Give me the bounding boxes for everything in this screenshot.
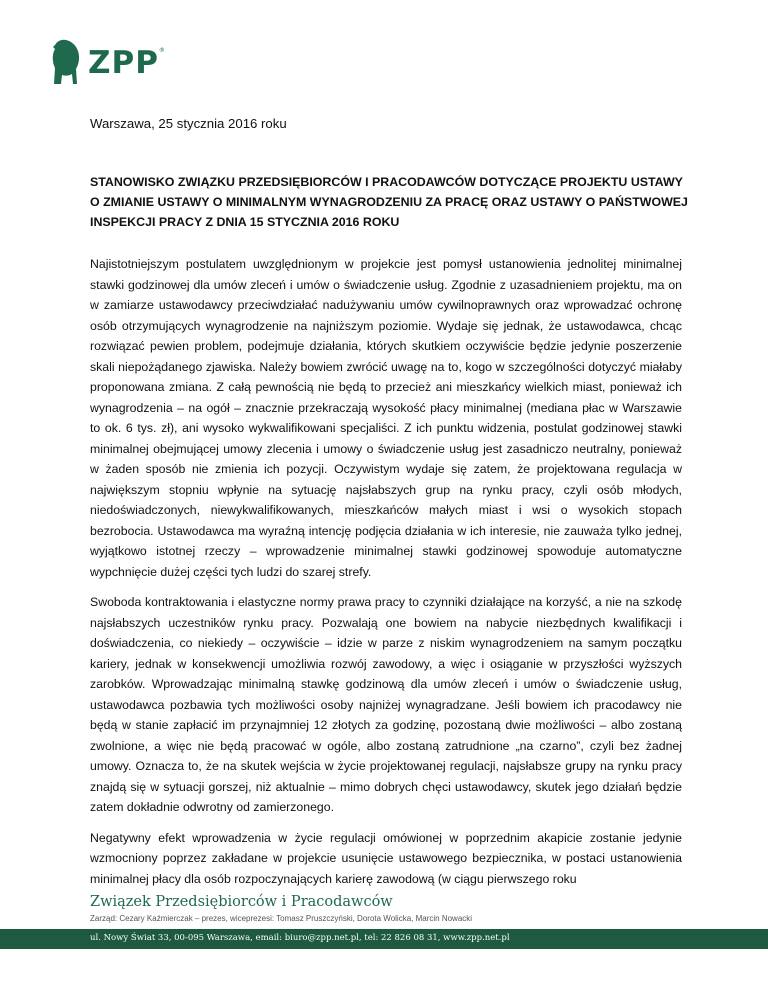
footer-bar bbox=[0, 929, 768, 949]
title-line: INSPEKCJI PRACY Z DNIA 15 STYCZNIA 2016 ROKU bbox=[90, 215, 400, 229]
footer-board: Zarząd: Cezary Kaźmierczak – prezes, wiceprezesi: Tomasz Pruszczyński, Dorota Wolicka, Marcin Nowacki bbox=[90, 914, 473, 923]
footer-contact: ul. Nowy Świat 33, 00-095 Warszawa, email: biuro@zpp.net.pl, tel: 22 826 08 31, www.zpp.net.pl bbox=[90, 933, 510, 943]
zpp-logo bbox=[46, 38, 166, 88]
title-line: STANOWISKO ZWIĄZKU PRZEDSIĘBIORCÓW I PRACODAWCÓW DOTYCZĄCE PROJEKTU USTAWY bbox=[90, 175, 683, 189]
footer-org-name: Związek Przedsiębiorców i Pracodawców bbox=[90, 894, 393, 910]
bear-icon bbox=[46, 38, 82, 88]
logo-text: ZPP ® bbox=[88, 45, 166, 81]
document-body bbox=[90, 254, 682, 899]
paragraph: Swoboda kontraktowania i elastyczne normy prawa pracy to czynniki działające na korzyść, a nie na szkodę najsłabszych uczestników rynku pracy. Pozwalają one bowiem na nabycie niezbędnych kwalifikacji i doświadczenia, co niekiedy – oczywiście – idzie w parze z niskim wynagrodzeniem na samym początku kariery, jednak w konsekwencji umożliwia rozwój zawodowy, a więc i osiąganie w przyszłości wyższych zarobków. Wprowadzając minimalną stawkę godzinową dla umów zleceń i umów o świadczenie usług, ustawodawca pozbawia tych możliwości osoby najniżej wynagradzane. Jeśli bowiem ich pracodawcy nie będą w stanie zapłacić im przynajmniej 12 złotych za godzinę, pozostaną dwie możliwości – albo zostaną zwolnione, a więc nie będą pracować w ogóle, albo zostaną zatrudnione „na czarno”, czyli bez żadnej umowy. Oznacza to, że na skutek wejścia w życie projektowanej regulacji, najsłabsze grupy na rynku pracy znajdą się w sytuacji gorszej, niż aktualnie – mimo dobrych chęci ustawodawcy, skutek jego działań będzie zatem dokładnie odwrotny od zamierzonego. bbox=[90, 595, 682, 814]
paragraph: Negatywny efekt wprowadzenia w życie regulacji omówionej w poprzednim akapicie zostanie jedynie wzmocniony poprzez zakładane w projekcie usunięcie ustawowego bezpiecznika, w postaci ustanowienia minimalnej płacy dla osób rozpoczynających karierę zawodową (w ciągu pierwszego roku bbox=[90, 830, 682, 886]
title-line: O ZMIANIE USTAWY O MINIMALNYM WYNAGRODZENIU ZA PRACĘ ORAZ USTAWY O PAŃSTWOWEJ bbox=[90, 195, 688, 209]
paragraph: Najistotniejszym postulatem uwzględnionym w projekcie jest pomysł ustanowienia jednolitej minimalnej stawki godzinowej dla umów zleceń i umów o świadczenie usług. Zgodnie z uzasadnieniem projektu, ma on w zamiarze ustawodawcy przeciwdziałać nadużywaniu umów cywilnoprawnych oraz wprowadzać ochronę osób otrzymujących wynagrodzenie na najniższym poziomie. Wydaje się jednak, że ustawodawca, chcąc rozwiązać pewien problem, podejmuje działania, których skutkiem oczywiście będzie jedynie poszerzenie skali niepożądanego zjawiska. Należy bowiem zwrócić uwagę na to, kogo w szczególności dotyczyć miałaby proponowana zmiana. Z całą pewnością nie będą to przecież ani mieszkańcy wielkich miast, ponieważ ich wynagrodzenia – na ogół – znacznie przekraczają wysokość płacy minimalnej (mediana płac w Warszawie to ok. 6 tys. zł), ani wysoko wykwalifikowani specjaliści. Z ich punktu widzenia, postulat godzinowej stawki minimalnej obejmującej umowy zlecenia i umowy o świadczenie usług jest zasadniczo neutralny, ponieważ w żaden sposób nie zmienia ich pozycji. Oczywistym wydaje się zatem, że projektowana regulacja w największym stopniu wpłynie na sytuację najsłabszych grup na rynku pracy, czyli osób młodych, niedoświadczonych, niewykwalifikowanych, mieszkańców małych miast i wsi o wysokich stopach bezrobocia. Ustawodawca ma wyraźną intencję podjęcia działania w ich interesie, nie zauważa tylko jednej, wyjątkowo istotnej rzeczy – wprowadzenie minimalnej stawki godzinowej spowoduje automatyczne wypchnięcie dużej części tych ludzi do szarej strefy. bbox=[90, 257, 682, 579]
document-date: Warszawa, 25 stycznia 2016 roku bbox=[90, 116, 287, 131]
document-title bbox=[90, 172, 690, 232]
